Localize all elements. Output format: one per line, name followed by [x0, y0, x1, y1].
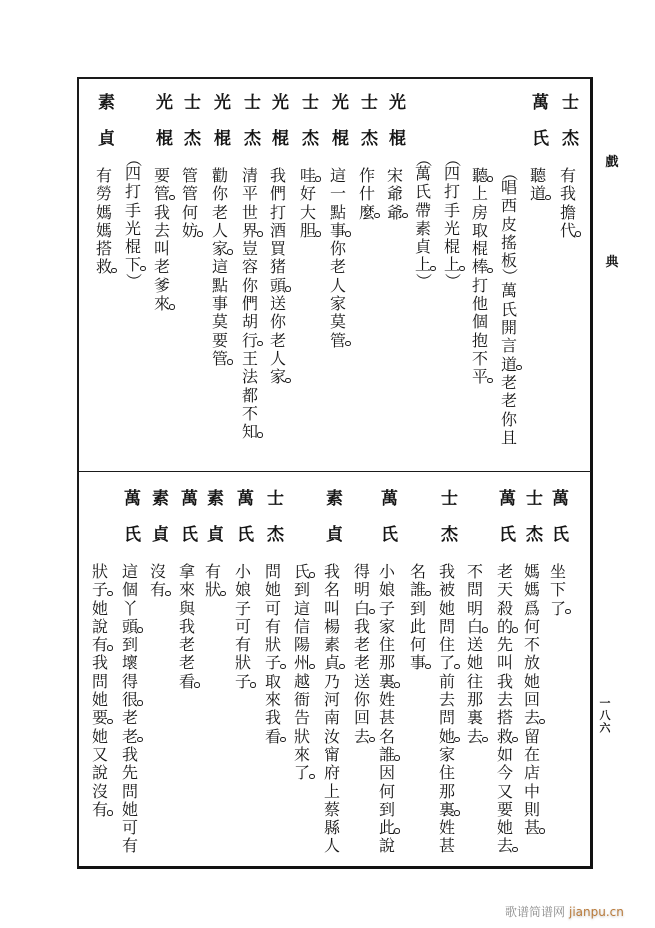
dialogue-column: [386, 93, 404, 463]
dialogue-column: [234, 489, 252, 859]
speaker-name: 萬氏: [233, 489, 253, 561]
dialogue-text: 要 管 我 去 叫 老 爹 來: [153, 166, 170, 314]
dialogue-column: [559, 93, 577, 463]
dialogue-column: [181, 93, 199, 463]
continuation-text: 不 問 明 白 送 她 往 那 裏 去: [466, 562, 483, 746]
speaker-name: 萬氏: [528, 93, 548, 165]
continuation-text: 名 誰 到 此 何 事: [409, 562, 426, 673]
speaker-name: 萬氏: [177, 489, 197, 561]
dialogue-column: [149, 489, 167, 859]
continuation-column: [409, 489, 427, 859]
speaker-name: 士杰: [357, 93, 377, 165]
dialogue-column: [204, 489, 222, 859]
bracket-mark: ）: [124, 272, 143, 289]
dialogue-column: [299, 93, 317, 463]
stage-direction-text: （ 萬 氏 帶 素 貞 上 ）: [414, 150, 433, 289]
dialogue-text: 有 我 擔 代: [559, 166, 576, 240]
speaker-name: 素貞: [322, 489, 342, 561]
dialogue-column: [329, 93, 347, 463]
speaker-name: 光棍: [328, 93, 348, 165]
lower-section: [0, 489, 655, 869]
dialogue-text: 媽 媽 爲 何 不 放 她 回 去 留 在 店 中 則 甚: [523, 562, 540, 838]
upper-section: [0, 93, 655, 473]
continuation-column: [293, 489, 311, 859]
bracket-mark: （: [414, 150, 433, 167]
dialogue-column: [153, 93, 171, 463]
continuation-column: [466, 489, 484, 859]
dialogue-column: [523, 489, 541, 859]
bracket-mark: （: [124, 150, 143, 167]
speaker-name: 萬氏: [495, 489, 515, 561]
speaker-name: 素貞: [203, 489, 223, 561]
dialogue-column: [378, 489, 396, 859]
page-number: 一八六: [598, 697, 611, 735]
dialogue-text: 這 個 丫 頭 到 壞 得 很 老 老 我 先 問 她 可 有: [121, 562, 138, 856]
speaker-name: 士杰: [298, 93, 318, 165]
dialogue-text: 我 被 她 問 住 了 前 去 問 她 家 住 那 裏 姓 甚: [438, 562, 455, 856]
speaker-name: 士杰: [522, 489, 542, 561]
dialogue-column: [496, 489, 514, 859]
bracket-mark: （: [500, 164, 519, 181]
bracket-mark: ）: [414, 272, 433, 289]
dialogue-column: [438, 489, 456, 859]
speaker-name: 光棍: [152, 93, 172, 165]
dialogue-text: 拿 來 與 我 老 老 看: [178, 562, 195, 691]
speaker-name: 光棍: [385, 93, 405, 165]
running-head-char: 典: [605, 255, 619, 270]
continuation-column: [91, 489, 109, 859]
dialogue-column: [323, 489, 341, 859]
bracket-mark: （: [443, 150, 462, 167]
sung-line-text: （ 唱 西 皮 搖 板 ） 萬 氏 開 言 道 老 老 你 且: [500, 164, 519, 447]
speaker-name: 光棍: [268, 93, 288, 165]
sung-line-column: [500, 93, 518, 463]
dialogue-text: 問 她 可 有 狀 子 取 來 我 看: [264, 562, 281, 746]
dialogue-text: 老 天 殺 的 先 叫 我 去 搭 救 如 今 又 要 她 去: [496, 562, 513, 856]
continuation-text: 得 明 白 我 老 老 送 你 回 去: [353, 562, 370, 746]
watermark-site-name: 歌谱简谱网: [505, 905, 566, 919]
continuation-column: [353, 489, 371, 859]
dialogue-column: [211, 93, 229, 463]
dialogue-text: 勸 你 老 人 家 這 點 事 莫 要 管: [211, 166, 228, 368]
speaker-name: 萬氏: [548, 489, 568, 561]
dialogue-text: 有 狀: [204, 562, 221, 600]
dialogue-column: [264, 489, 282, 859]
dialogue-column: [121, 489, 139, 859]
dialogue-column: [549, 489, 567, 859]
continuation-column: [471, 93, 489, 463]
continuation-text: 狀 子 她 說 有 我 問 她 要 她 又 說 沒 有: [91, 562, 108, 819]
dialogue-column: [358, 93, 376, 463]
dialogue-column: [241, 93, 259, 463]
watermark: [505, 903, 624, 920]
speaker-name: 士杰: [558, 93, 578, 165]
speaker-name: 士杰: [240, 93, 260, 165]
dialogue-text: 沒 有: [149, 562, 166, 600]
speaker-name: 士杰: [437, 489, 457, 561]
stage-direction-column: [124, 93, 142, 463]
dialogue-text: 作 什 麼: [358, 166, 375, 222]
speaker-name: 士杰: [263, 489, 283, 561]
stage-direction-column: [443, 93, 461, 463]
dialogue-column: [178, 489, 196, 859]
speaker-name: 光棍: [210, 93, 230, 165]
dialogue-text: 小 娘 子 可 有 狀 子: [234, 562, 251, 691]
bracket-mark: ）: [500, 268, 519, 285]
dialogue-text: 小 娘 子 家 住 那 裏 姓 甚 名 誰 因 何 到 此 說: [378, 562, 395, 856]
dialogue-text: 清 平 世 界 豈 容 你 們 胡 行 王 法 都 不 知: [241, 166, 258, 442]
dialogue-text: 有 勞 媽 媽 搭 救: [95, 166, 112, 277]
speaker-name: 素貞: [148, 489, 168, 561]
dialogue-text: 哇 好 大 胆: [299, 166, 316, 240]
dialogue-text: 聽 道: [529, 166, 546, 204]
running-head-char: 戲: [605, 155, 619, 170]
dialogue-column: [269, 93, 287, 463]
dialogue-text: 宋 爺 爺: [386, 166, 403, 222]
speaker-name: 萬氏: [120, 489, 140, 561]
dialogue-column: [95, 93, 113, 463]
stage-direction-column: [414, 93, 432, 463]
bracket-mark: ）: [443, 272, 462, 289]
stage-direction-text: （ 四 打 手 光 棍 上 ）: [443, 150, 462, 289]
speaker-name: 萬氏: [377, 489, 397, 561]
continuation-text: 聽 上 房 取 棍 棒 打 他 個 抱 不 平: [471, 166, 488, 387]
dialogue-text: 我 們 打 酒 買 猪 頭 送 你 老 人 家: [269, 166, 286, 387]
dialogue-text: 坐 下 了: [549, 562, 566, 618]
speaker-name: 素貞: [94, 93, 114, 165]
dialogue-text: 管 管 何 妨: [181, 166, 198, 240]
continuation-text: 氏 到 這 信 陽 州 越 衙 告 狀 來 了: [293, 562, 310, 783]
dialogue-text: 這 一 點 事 你 老 人 家 莫 管: [329, 166, 346, 350]
dialogue-column: [529, 93, 547, 463]
dialogue-text: 我 名 叫 楊 素 貞 乃 河 南 汝 甯 府 上 蔡 縣 人: [323, 562, 340, 856]
stage-direction-text: （ 四 打 手 光 棍 下 ）: [124, 150, 143, 289]
watermark-url: jianpu.cn: [569, 905, 624, 919]
speaker-name: 士杰: [180, 93, 200, 165]
